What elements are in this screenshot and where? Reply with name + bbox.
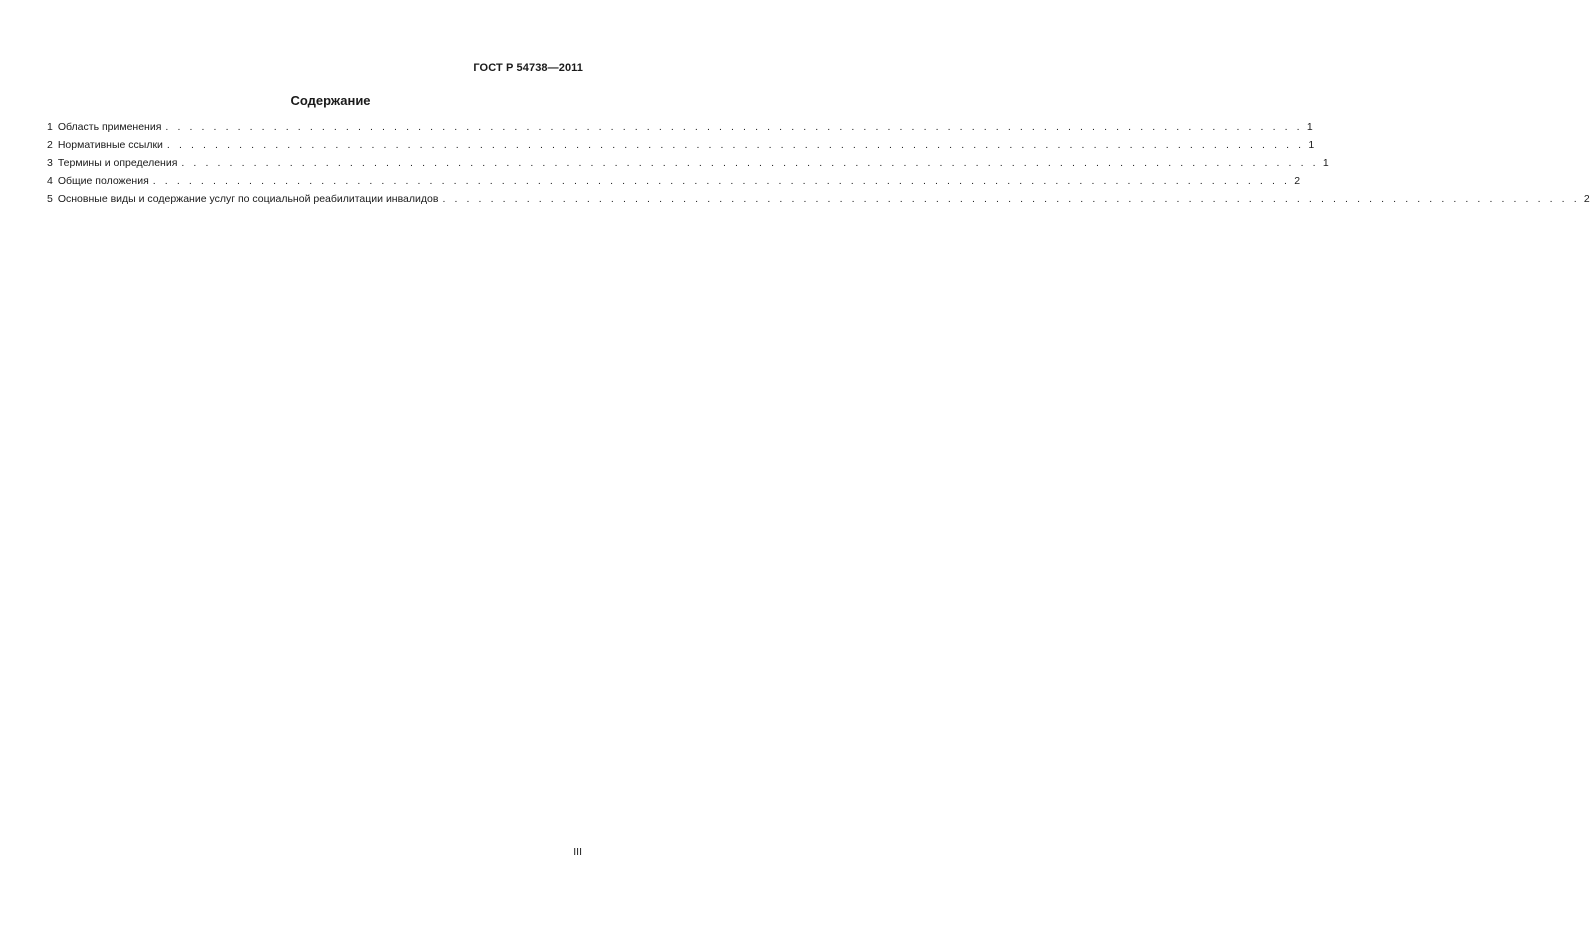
toc-entry[interactable] [47,120,1313,138]
toc-leader-dots: . . . . . . . . . . . . . . . . . . . . . . . . . . . . . . . . . . . . . . . . . . . . . . . . . . . . . . . . . . . . . . . . . . . . . . . . . . . . . . . . . . . . . . . . . . . . . . . [165,121,1303,133]
toc-entry-page: 2 [1294,175,1301,187]
toc-title: Содержание [290,93,371,108]
toc-entry-label: Основные виды и содержание услуг по социальной реабилитации инвалидов [57,193,439,205]
toc-entry-number: 3 [47,157,53,169]
toc-entry-label: Термины и определения [57,157,178,169]
toc-leader-dots: . . . . . . . . . . . . . . . . . . . . . . . . . . . . . . . . . . . . . . . . . . . . . . . . . . . . . . . . . . . . . . . . . . . . . . . . . . . . . . . . . . . . . . . . . . . . . . . [152,175,1291,187]
toc-entry-page: 1 [1306,121,1313,133]
toc-entry[interactable] [47,192,1590,210]
document-code: ГОСТ Р 54738—2011 [473,62,583,74]
toc-entry-number: 5 [47,193,53,205]
toc-entry-label: Нормативные ссылки [57,139,163,151]
toc-entry-label: Общие положения [57,175,149,187]
toc-entry-label: Область применения [57,121,162,133]
toc-entry-number: 4 [47,175,53,187]
toc-leader-dots: . . . . . . . . . . . . . . . . . . . . . . . . . . . . . . . . . . . . . . . . . . . . . . . . . . . . . . . . . . . . . . . . . . . . . . . . . . . . . . . . . . . . . . . . . . . . . . . [442,193,1580,205]
table-of-contents [47,120,1590,210]
toc-leader-dots: . . . . . . . . . . . . . . . . . . . . . . . . . . . . . . . . . . . . . . . . . . . . . . . . . . . . . . . . . . . . . . . . . . . . . . . . . . . . . . . . . . . . . . . . . . . . . . . [181,157,1319,169]
toc-entry[interactable] [47,138,1315,156]
toc-leader-dots: . . . . . . . . . . . . . . . . . . . . . . . . . . . . . . . . . . . . . . . . . . . . . . . . . . . . . . . . . . . . . . . . . . . . . . . . . . . . . . . . . . . . . . . . . . . . . . . [166,139,1305,151]
toc-entry-page: 2 [1583,193,1590,205]
page-number: III [573,846,582,858]
toc-entry-number: 1 [47,121,53,133]
toc-entry[interactable] [47,156,1329,174]
toc-entry-page: 1 [1308,139,1315,151]
toc-entry[interactable] [47,174,1301,192]
toc-entry-number: 2 [47,139,53,151]
toc-entry-page: 1 [1322,157,1329,169]
